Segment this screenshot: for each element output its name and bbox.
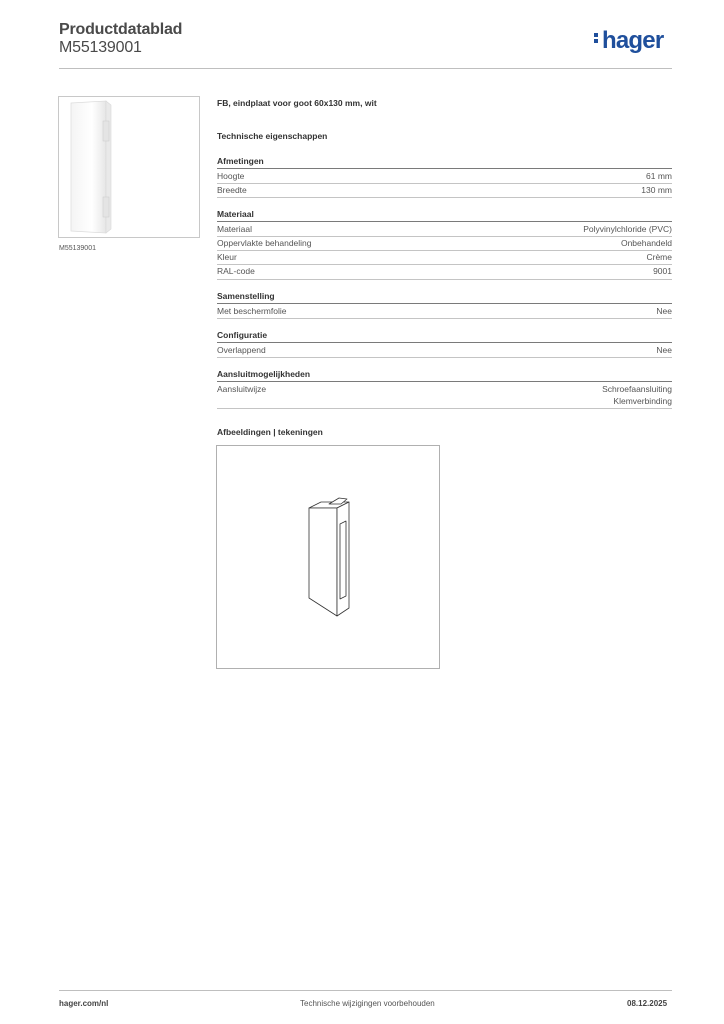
footer-date: 08.12.2025	[627, 999, 668, 1008]
section-rule	[217, 221, 672, 222]
row-rule	[217, 183, 672, 184]
row-value-hoogte: 61 mm	[646, 171, 672, 181]
row-label-hoogte: Hoogte	[217, 171, 245, 181]
row-label-ral-code: RAL-code	[217, 266, 255, 276]
properties-heading: Technische eigenschappen	[217, 131, 328, 141]
row-rule	[217, 197, 672, 198]
section-rule	[217, 381, 672, 382]
end-plate-drawing-icon	[217, 446, 439, 668]
row-label-oppervlakte: Oppervlakte behandeling	[217, 238, 312, 248]
row-rule	[217, 408, 672, 409]
row-rule	[217, 250, 672, 251]
header-divider	[59, 68, 672, 69]
row-label-kleur: Kleur	[217, 252, 237, 262]
technical-drawing	[216, 445, 440, 669]
row-value-breedte: 130 mm	[641, 185, 672, 195]
section-rule	[217, 303, 672, 304]
logo-dots-icon	[594, 31, 599, 45]
page-title: Productdatablad	[59, 21, 183, 38]
row-value-kleur: Crème	[646, 252, 672, 262]
logo-text: hager	[602, 27, 664, 54]
row-value-materiaal: Polyvinylchloride (PVC)	[583, 224, 672, 234]
row-label-aansluitwijze: Aansluitwijze	[217, 384, 267, 394]
product-description: FB, eindplaat voor goot 60x130 mm, wit	[217, 98, 377, 108]
footer-notice: Technische wijzigingen voorbehouden	[300, 999, 435, 1008]
row-rule	[217, 357, 672, 358]
section-heading-materiaal: Materiaal	[217, 209, 254, 219]
hager-logo	[594, 27, 663, 55]
section-heading-afmetingen: Afmetingen	[217, 156, 264, 166]
row-rule	[217, 279, 672, 280]
row-rule	[217, 264, 672, 265]
row-label-materiaal: Materiaal	[217, 224, 252, 234]
product-thumbnail	[58, 96, 200, 238]
section-heading-configuratie: Configuratie	[217, 330, 268, 340]
row-value-aansluitwijze: Schroefaansluiting	[602, 384, 672, 394]
row-value-ral-code: 9001	[653, 266, 672, 276]
section-rule	[217, 342, 672, 343]
end-plate-photo-icon	[59, 97, 199, 237]
row-value-oppervlakte: Onbehandeld	[620, 238, 672, 248]
row-rule	[217, 236, 672, 237]
thumbnail-caption: M55139001	[59, 245, 96, 252]
images-heading: Afbeeldingen | tekeningen	[217, 427, 323, 437]
section-heading-samenstelling: Samenstelling	[217, 291, 275, 301]
section-rule	[217, 168, 672, 169]
row-value-overlappend: Nee	[656, 345, 672, 355]
row-label-overlappend: Overlappend	[217, 345, 266, 355]
row-label-beschermfolie: Met beschermfolie	[217, 306, 287, 316]
product-code: M55139001	[59, 39, 142, 56]
row-label-breedte: Breedte	[217, 185, 247, 195]
footer-website-link[interactable]: hager.com/nl	[59, 999, 109, 1008]
section-heading-aansluiting: Aansluitmogelijkheden	[217, 369, 311, 379]
row-value-aansluitwijze-2: Klemverbinding	[613, 396, 672, 406]
footer-divider	[59, 990, 672, 991]
row-rule	[217, 318, 672, 319]
row-value-beschermfolie: Nee	[656, 306, 672, 316]
